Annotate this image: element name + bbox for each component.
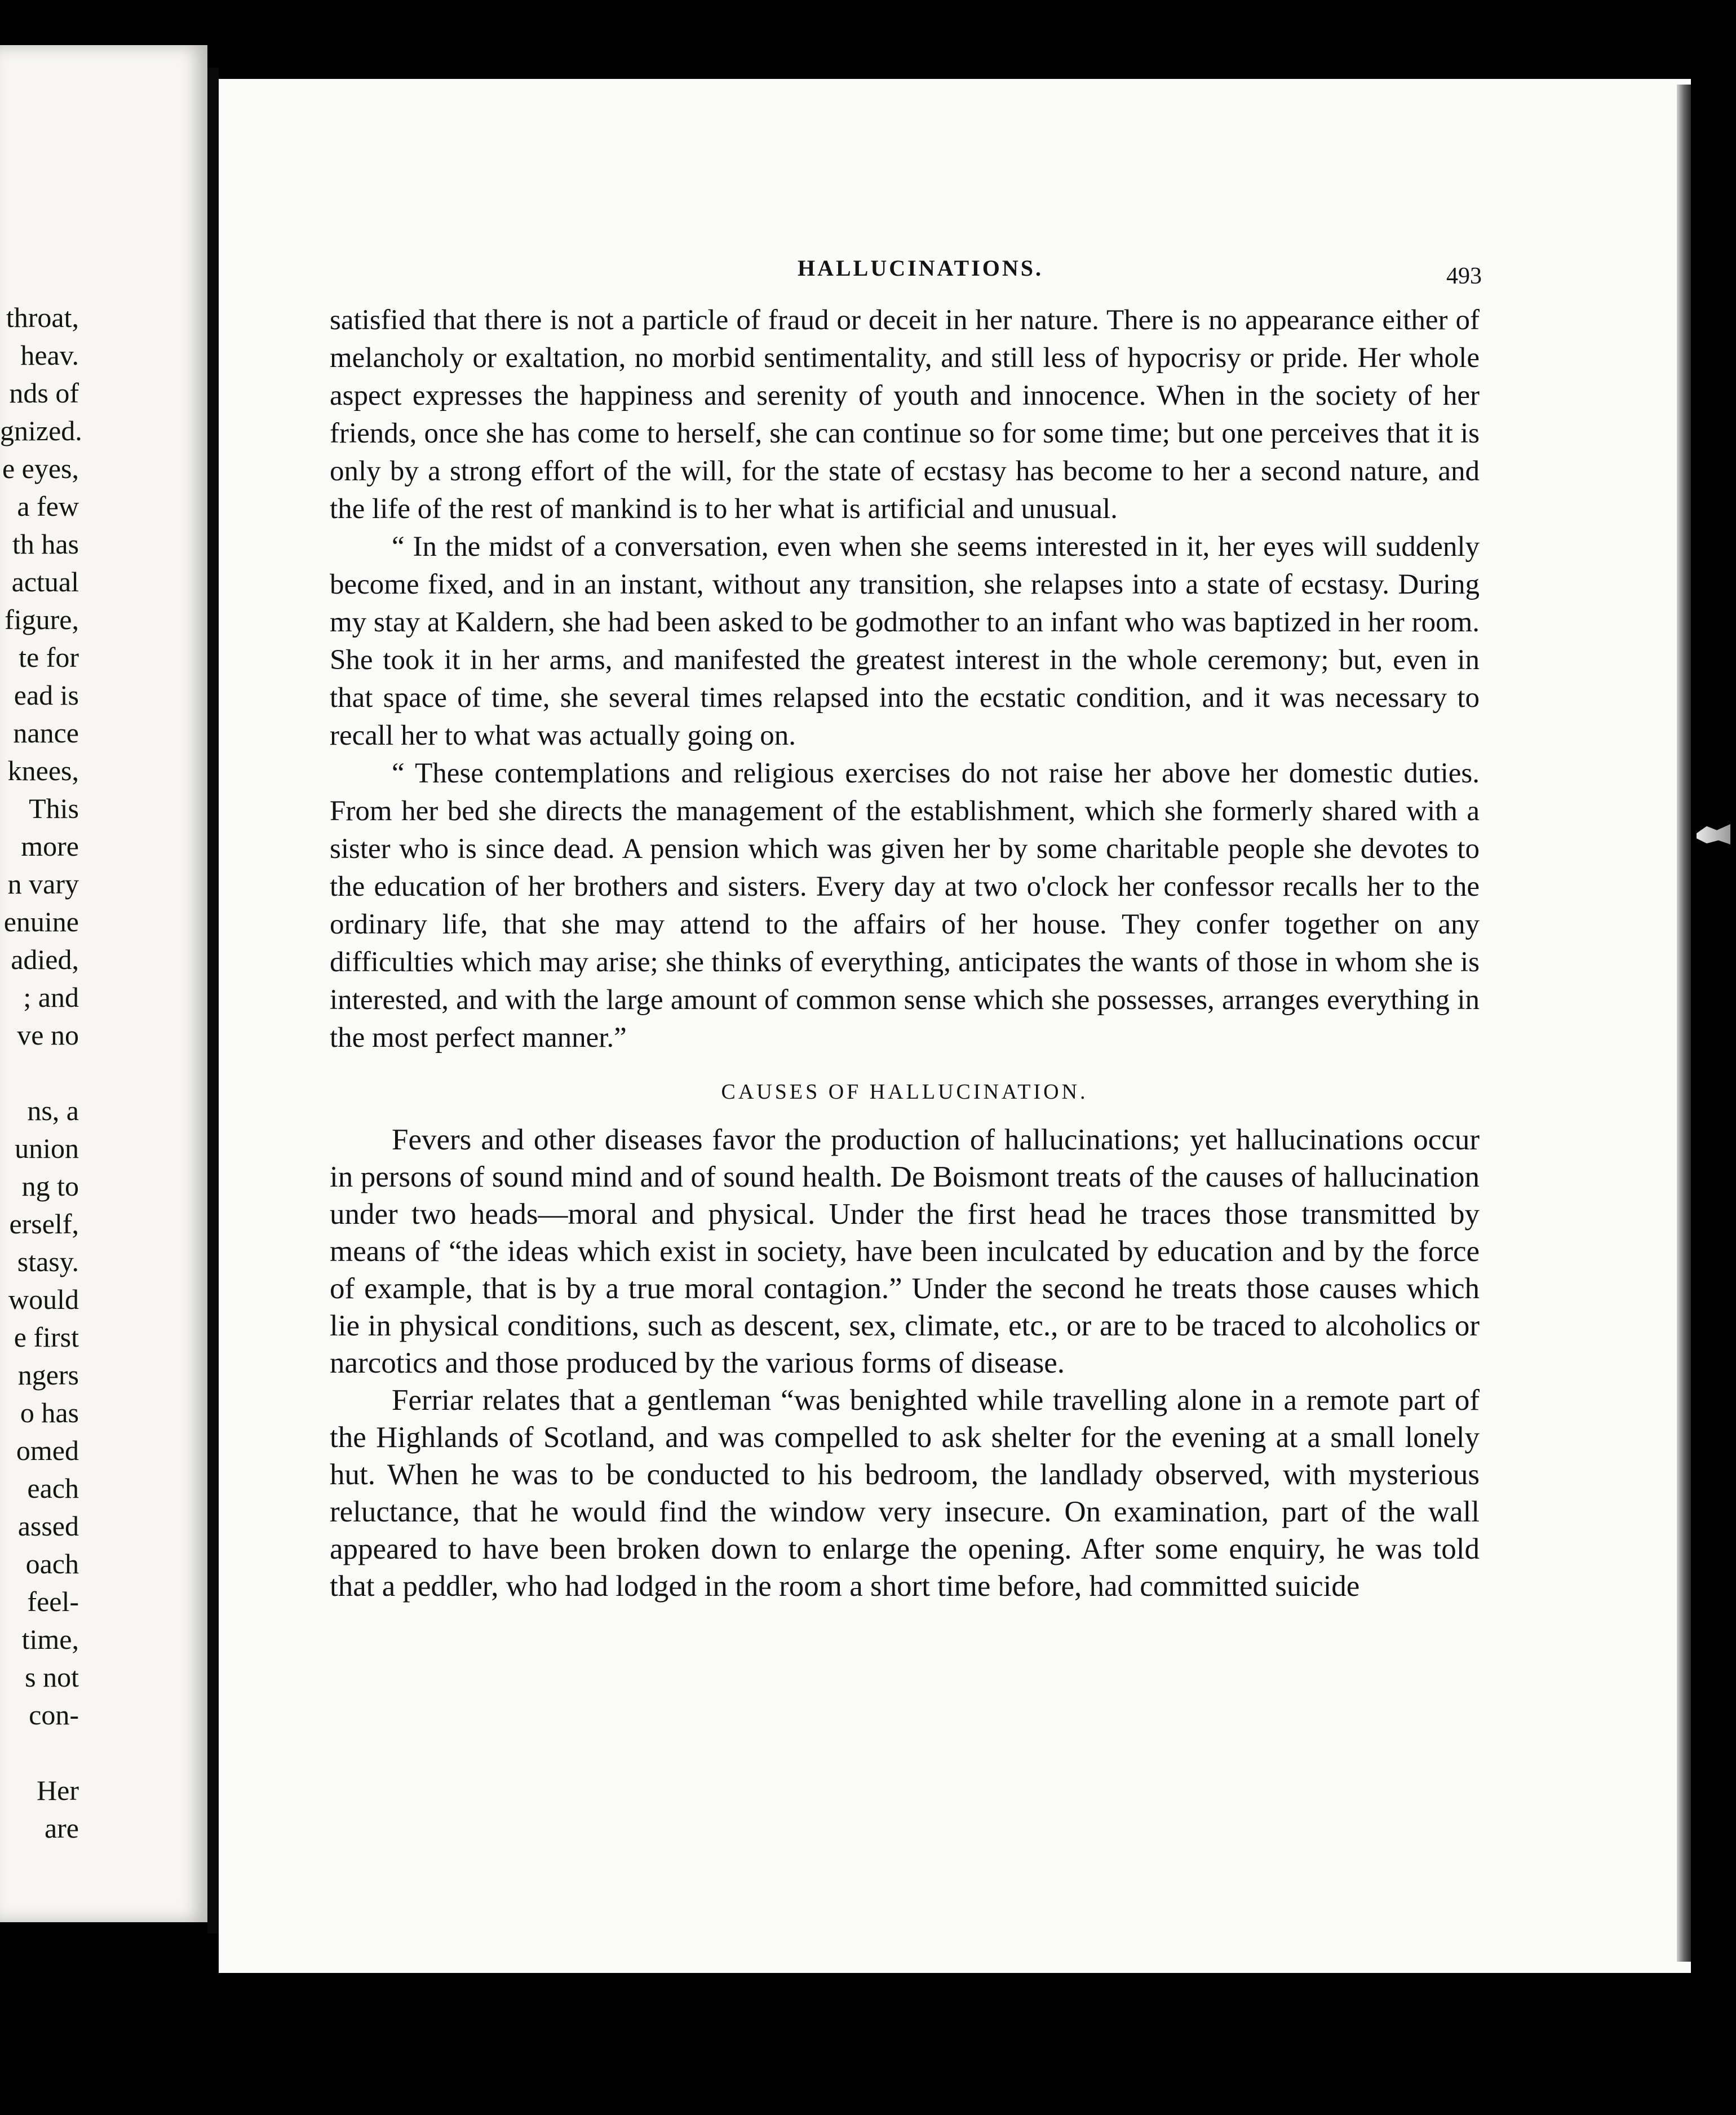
running-head: HALLUCINATIONS. [798, 255, 1043, 281]
section-heading: CAUSES OF HALLUCINATION. [721, 1080, 1088, 1104]
page-edge-shadow [1677, 85, 1691, 1962]
paragraph-continued: satisfied that there is not a particle of fraud or deceit in her nature. There is no appearance either of melancholy or exaltation, no morbid sentimentality, and still less of hypocrisy or pride. Her whole aspect expresses the happiness and serenity of youth and innocence. When in the society of her friends, once she has come to herself, she can continue so for some time; but one perceives that it is only by a strong effort of the will, for the state of ecstasy has become to her a second nature, and the life of the rest of mankind is to her what is artificial and unusual. [330, 304, 1480, 525]
paragraph-ferriar: Ferriar relates that a gentleman “was benighted while travelling alone in a remote part of the Highlands of Scotland, and was compelled to ask shelter for the evening at a small lonely hut. When he was to be conducted to his bedroom, the landlady observed, with mysterious reluctance, that he would find the window very insecure. On examination, part of the wall appeared to have been broken down to enlarge the opening. After some enquiry, he was told that a peddler, who had lodged in the room a short time before, had committed suicide [330, 1384, 1480, 1603]
paragraph-domestic-duties-quote: “ These contemplations and religious exercises do not raise her above her domestic duties. From her bed she directs the management of the establishment, which she formerly shared with a sister who is since dead. A pension which was given her by some charitable people she devotes to the education of her brothers and sisters. Every day at two o'clock her confessor recalls her to the ordinary life, that she may attend to the affairs of her house. They confer together on any difficulties which may arise; she thinks of everything, anticipates the wants of those in whom she is interested, and with the large amount of common sense which she possesses, arranges everything in the most perfect manner.” [330, 758, 1480, 1054]
binding-clip-mark [1697, 824, 1730, 844]
paragraph-conversation-quote: “ In the midst of a conversation, even when she seems interested in it, her eyes will suddenly become fixed, and in an instant, without any transition, she relapses into a state of ecstasy. During my stay at Kaldern, she had been asked to be godmother to an infant who was baptized in her room. She took it in her arms, and manifested the greatest interest in the whole ceremony; but, even in that space of time, she several times relapsed into the ecstatic condition, and it was necessary to recall her to what was actually going on. [330, 531, 1480, 751]
left-page [0, 45, 207, 1922]
paragraph-causes: Fevers and other diseases favor the production of hallucinations; yet hallucinations occur in persons of sound mind and of sound health. De Boismont treats of the causes of hallucination under two heads—moral and physical. Under the first head he traces those transmitted by means of “the ideas which exist in society, have been inculcated by education and by the force of example, that is by a true moral contagion.” Under the second he treats those causes which lie in physical conditions, such as descent, sex, climate, etc., or are to be traced to alcoholics or narcotics and those produced by the various forms of disease. [330, 1123, 1480, 1379]
book-gutter [207, 68, 219, 1933]
page-number: 493 [1446, 263, 1482, 289]
page-body [330, 302, 1480, 1605]
left-page-text-fragments: throat, heav. nds of gnized. e eyes, a few th has actual figure, te for ead is nance knees, This more n vary enuine adied, ; and ve no ns, a union ng to erself, stasy. would e first ngers o has omed each assed oach feel- time, s not con- Her are [0, 302, 82, 1844]
